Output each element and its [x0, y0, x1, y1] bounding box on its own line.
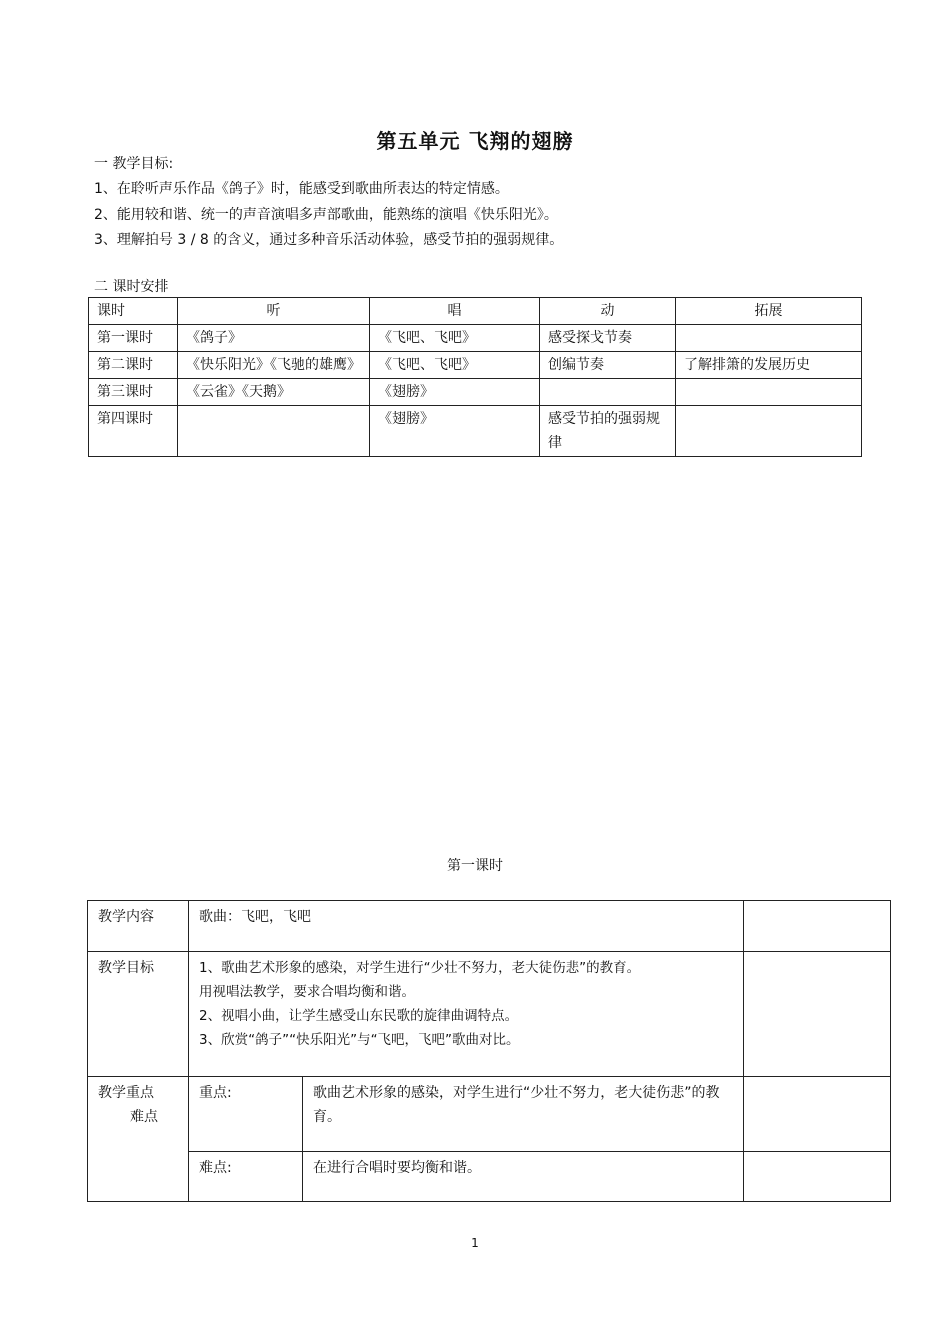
goal-line: 2、视唱小曲，让学生感受山东民歌的旋律曲调特点。 [199, 1008, 519, 1024]
column-header: 听 [178, 298, 370, 325]
goal-item: 2、能用较和谐、统一的声音演唱多声部歌曲，能熟练的演唱《快乐阳光》。 [94, 207, 558, 223]
table-cell: 《飞吧、飞吧》 [370, 325, 540, 352]
lesson-title: 第一课时 [447, 858, 503, 874]
table-cell [178, 406, 370, 457]
difficulty-label: 难点: [189, 1152, 303, 1202]
table-cell: 第三课时 [89, 379, 178, 406]
goal-line: 3、欣赏“鸽子”“快乐阳光”与“飞吧，飞吧”歌曲对比。 [199, 1032, 520, 1048]
key-label-line: 难点 [130, 1109, 158, 1125]
table-cell: 《翅膀》 [370, 406, 540, 457]
column-header: 动 [540, 298, 676, 325]
schedule-table [88, 297, 862, 457]
table-cell: 《鸽子》 [178, 325, 370, 352]
table-cell [744, 952, 891, 1077]
table-cell: 第一课时 [89, 325, 178, 352]
table-cell: 《飞吧、飞吧》 [370, 352, 540, 379]
table-row [89, 352, 862, 379]
key-point-value: 歌曲艺术形象的感染，对学生进行“少壮不努力，老大徒伤悲”的教育。 [303, 1077, 744, 1152]
table-cell [676, 379, 862, 406]
key-label-line: 教学重点 [98, 1085, 154, 1101]
goal-line: 用视唱法教学，要求合唱均衡和谐。 [199, 984, 415, 1000]
table-cell: 了解排箫的发展历史 [676, 352, 862, 379]
table-row [89, 406, 862, 457]
table-cell [540, 379, 676, 406]
table-cell: 创编节奏 [540, 352, 676, 379]
column-header: 课时 [89, 298, 178, 325]
table-row [88, 1152, 891, 1202]
section-goals-heading: 一 教学目标: [94, 156, 174, 172]
table-cell: 感受节拍的强弱规律 [540, 406, 676, 457]
section-schedule-heading: 二 课时安排 [94, 279, 169, 295]
table-row [89, 325, 862, 352]
goals-label: 教学目标 [88, 952, 189, 1077]
page-number: 1 [471, 1236, 479, 1250]
goal-line: 1、歌曲艺术形象的感染，对学生进行“少壮不努力，老大徒伤悲”的教育。 [199, 960, 641, 976]
table-cell: 《快乐阳光》《飞驰的雄鹰》 [178, 352, 370, 379]
table-cell [676, 406, 862, 457]
table-cell: 《翅膀》 [370, 379, 540, 406]
table-row [88, 1077, 891, 1152]
difficulty-value: 在进行合唱时要均衡和谐。 [303, 1152, 744, 1202]
table-cell: 《云雀》《天鹅》 [178, 379, 370, 406]
table-row [88, 901, 891, 952]
table-cell: 第二课时 [89, 352, 178, 379]
content-label: 教学内容 [88, 901, 189, 952]
table-row [88, 952, 891, 1077]
page-title: 第五单元 飞翔的翅膀 [376, 129, 574, 153]
goal-item: 1、在聆听声乐作品《鸽子》时，能感受到歌曲所表达的特定情感。 [94, 181, 509, 197]
content-value: 歌曲：飞吧，飞吧 [189, 901, 744, 952]
column-header: 唱 [370, 298, 540, 325]
column-header: 拓展 [676, 298, 862, 325]
key-point-label: 重点: [189, 1077, 303, 1152]
table-cell: 第四课时 [89, 406, 178, 457]
table-cell [744, 901, 891, 952]
goals-cell [189, 952, 744, 1077]
key-points-label [88, 1077, 189, 1202]
table-row [89, 379, 862, 406]
table-cell [744, 1152, 891, 1202]
table-cell [676, 325, 862, 352]
table-cell: 感受探戈节奏 [540, 325, 676, 352]
table-header-row [89, 298, 862, 325]
lesson-plan-table [87, 900, 891, 1202]
table-cell [744, 1077, 891, 1152]
goal-item: 3、理解拍号 3 / 8 的含义，通过多种音乐活动体验，感受节拍的强弱规律。 [94, 232, 564, 248]
